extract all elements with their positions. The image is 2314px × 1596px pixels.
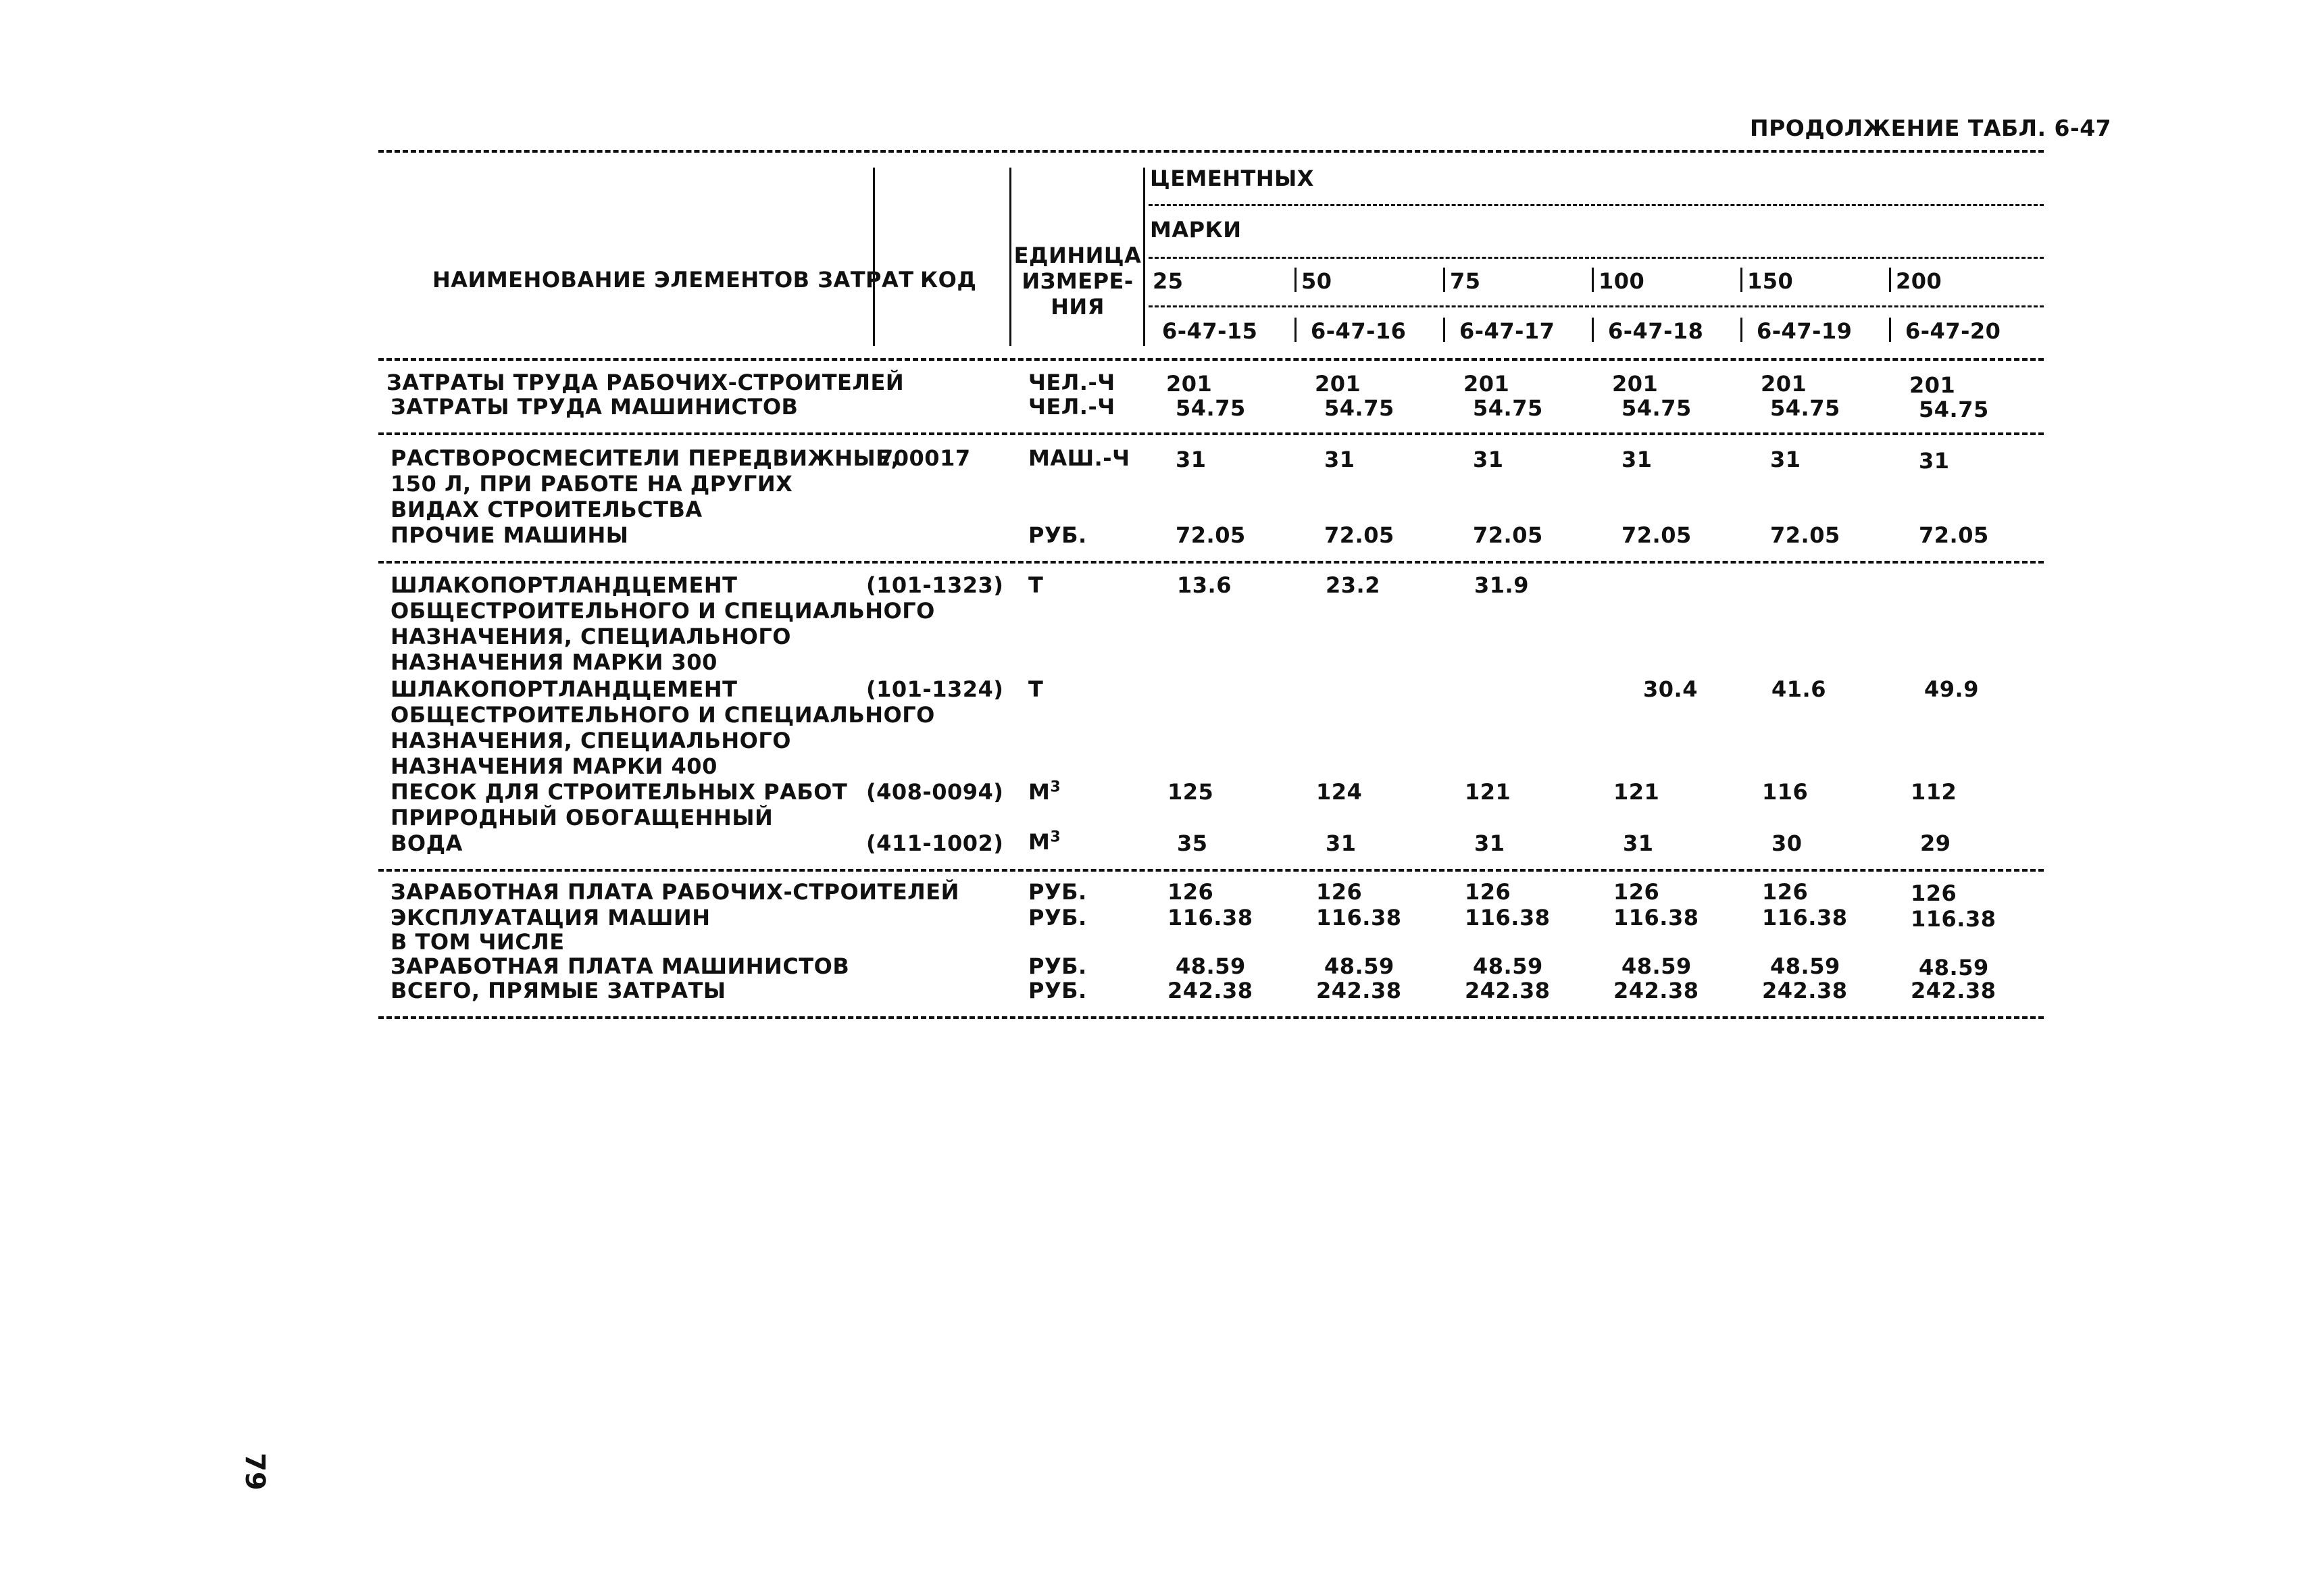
cell-value: 201 (1166, 371, 1213, 397)
row-name: ЭКСПЛУАТАЦИЯ МАШИН (391, 905, 711, 930)
row-unit: ЧЕЛ.-Ч (1028, 370, 1115, 395)
row-name: НАЗНАЧЕНИЯ, СПЕЦИАЛЬНОГО (391, 624, 791, 649)
grade-label: 200 (1896, 268, 1942, 294)
header-code-column: КОД (920, 267, 977, 293)
cell-value: 242.38 (1911, 978, 1996, 1003)
cell-value: 54.75 (1621, 395, 1692, 421)
cell-value: 124 (1316, 779, 1363, 805)
row-code: (411-1002) (866, 830, 1004, 856)
row-unit: РУБ. (1028, 953, 1087, 979)
cell-value: 31 (1326, 830, 1357, 856)
cell-value: 125 (1167, 779, 1214, 805)
norm-code: 6-47-18 (1608, 318, 1704, 344)
norm-code: 6-47-16 (1311, 318, 1407, 344)
code-separator (1889, 318, 1891, 342)
cell-value: 72.05 (1621, 522, 1692, 548)
row-name: В ТОМ ЧИСЛЕ (391, 929, 565, 955)
cell-value: 242.38 (1465, 978, 1551, 1003)
cell-value: 116.38 (1762, 905, 1848, 930)
cell-value: 242.38 (1316, 978, 1402, 1003)
cell-value: 54.75 (1770, 395, 1840, 421)
header-subgroup-grade: МАРКИ (1150, 217, 1242, 243)
cell-value: 72.05 (1473, 522, 1543, 548)
cell-value: 29 (1920, 830, 1951, 856)
cell-value: 242.38 (1613, 978, 1699, 1003)
cell-value: 201 (1463, 371, 1510, 397)
cell-value: 54.75 (1473, 395, 1543, 421)
cell-value: 54.75 (1919, 397, 1989, 422)
row-name: ШЛАКОПОРТЛАНДЦЕМЕНТ (391, 572, 738, 598)
cell-value: 54.75 (1324, 395, 1394, 421)
header-rule (1149, 257, 2044, 259)
cell-value: 126 (1167, 879, 1214, 905)
cell-value: 72.05 (1324, 522, 1394, 548)
grade-label: 100 (1599, 268, 1645, 294)
row-name: ПЕСОК ДЛЯ СТРОИТЕЛЬНЫХ РАБОТ (391, 779, 848, 805)
cell-value: 126 (1465, 879, 1511, 905)
code-separator (1592, 318, 1594, 342)
table-continuation-caption: ПРОДОЛЖЕНИЕ ТАБЛ. 6-47 (1750, 115, 2112, 141)
cell-value: 121 (1465, 779, 1511, 805)
grade-label: 150 (1747, 268, 1794, 294)
cell-value: 13.6 (1177, 572, 1232, 598)
cell-value: 242.38 (1167, 978, 1253, 1003)
cell-value: 72.05 (1770, 522, 1840, 548)
cell-value: 201 (1909, 372, 1956, 398)
header-unit-line3: НИЯ (1051, 294, 1105, 320)
row-name: ОБЩЕСТРОИТЕЛЬНОГО И СПЕЦИАЛЬНОГО (391, 598, 935, 624)
grade-separator (1443, 268, 1445, 292)
header-unit-line2: ИЗМЕРЕ- (1022, 268, 1134, 294)
code-separator (1443, 318, 1445, 342)
row-name: ОБЩЕСТРОИТЕЛЬНОГО И СПЕЦИАЛЬНОГО (391, 702, 935, 728)
section-rule (378, 432, 2044, 435)
header-separator (1143, 168, 1145, 346)
table-top-rule (378, 150, 2044, 153)
cell-value: 31 (1474, 830, 1505, 856)
cell-value: 49.9 (1924, 676, 1979, 702)
grade-separator (1592, 268, 1594, 292)
row-unit: РУБ. (1028, 522, 1087, 548)
cell-value: 31 (1623, 830, 1654, 856)
row-unit: РУБ. (1028, 879, 1087, 905)
row-name: НАЗНАЧЕНИЯ МАРКИ 400 (391, 753, 718, 779)
cell-value: 201 (1761, 371, 1807, 397)
cell-value: 31 (1176, 447, 1207, 472)
cell-value: 41.6 (1771, 676, 1826, 702)
row-unit: РУБ. (1028, 905, 1087, 930)
cell-value: 31.9 (1474, 572, 1529, 598)
cell-value: 48.59 (1770, 953, 1840, 979)
row-name: ЗАРАБОТНАЯ ПЛАТА МАШИНИСТОВ (391, 953, 850, 979)
header-separator (873, 168, 875, 346)
code-separator (1294, 318, 1297, 342)
row-code: (101-1323) (866, 572, 1004, 598)
section-rule (378, 561, 2044, 564)
cell-value: 126 (1613, 879, 1660, 905)
grade-separator (1740, 268, 1742, 292)
cell-value: 31 (1621, 447, 1653, 472)
table-bottom-rule (378, 1016, 2044, 1019)
grade-separator (1889, 268, 1891, 292)
cell-value: 116 (1762, 779, 1809, 805)
row-unit (1028, 780, 1061, 804)
norm-code: 6-47-17 (1459, 318, 1555, 344)
cell-value: 126 (1762, 879, 1809, 905)
page-number: 79 (239, 1453, 270, 1491)
cell-value: 72.05 (1176, 522, 1246, 548)
row-name: ПРОЧИЕ МАШИНЫ (391, 522, 629, 548)
cell-value: 31 (1919, 448, 1950, 474)
grade-separator (1294, 268, 1297, 292)
cell-value: 112 (1911, 779, 1957, 805)
header-unit-line1: ЕДИНИЦА (1013, 243, 1142, 268)
cell-value: 121 (1613, 779, 1660, 805)
unit-superscript: 3 (1050, 828, 1061, 846)
row-name: ВОДА (391, 830, 463, 856)
row-name: ЗАТРАТЫ ТРУДА РАБОЧИХ-СТРОИТЕЛЕЙ (386, 370, 905, 395)
row-name: РАСТВОРОСМЕСИТЕЛИ ПЕРЕДВИЖНЫЕ, (391, 445, 900, 471)
grade-label: 75 (1450, 268, 1481, 294)
row-code: 700017 (878, 445, 971, 471)
cell-value: 201 (1612, 371, 1659, 397)
row-name: ЗАРАБОТНАЯ ПЛАТА РАБОЧИХ-СТРОИТЕЛЕЙ (391, 879, 959, 905)
cell-value: 242.38 (1762, 978, 1848, 1003)
row-unit: МАШ.-Ч (1028, 445, 1130, 471)
cell-value: 116.38 (1316, 905, 1402, 930)
section-rule (378, 869, 2044, 872)
cell-value: 201 (1315, 371, 1361, 397)
header-bottom-rule (378, 358, 2044, 361)
row-unit (1028, 830, 1061, 854)
grade-label: 50 (1301, 268, 1332, 294)
cell-value: 116.38 (1167, 905, 1253, 930)
cell-value: 72.05 (1919, 522, 1989, 548)
row-unit: РУБ. (1028, 978, 1087, 1003)
cell-value: 35 (1177, 830, 1208, 856)
row-name: ПРИРОДНЫЙ ОБОГАЩЕННЫЙ (391, 805, 774, 830)
cell-value: 116.38 (1911, 906, 1996, 932)
cell-value: 31 (1770, 447, 1801, 472)
norm-code: 6-47-19 (1757, 318, 1853, 344)
header-group-cement: ЦЕМЕНТНЫХ (1150, 166, 1314, 191)
header-rule (1149, 204, 2044, 206)
cell-value: 23.2 (1326, 572, 1380, 598)
unit-symbol: М (1028, 829, 1051, 855)
unit-symbol: М (1028, 779, 1051, 805)
row-unit: ЧЕЛ.-Ч (1028, 394, 1115, 420)
row-name: НАЗНАЧЕНИЯ МАРКИ 300 (391, 649, 718, 675)
grade-label: 25 (1153, 268, 1184, 294)
cell-value: 48.59 (1176, 953, 1246, 979)
row-unit: Т (1028, 572, 1044, 598)
cell-value: 116.38 (1465, 905, 1551, 930)
norm-code: 6-47-15 (1162, 318, 1258, 344)
unit-superscript: 3 (1050, 778, 1061, 796)
code-separator (1740, 318, 1742, 342)
cell-value: 54.75 (1176, 395, 1246, 421)
row-name: 150 Л, ПРИ РАБОТЕ НА ДРУГИХ (391, 471, 793, 497)
cell-value: 48.59 (1324, 953, 1394, 979)
cell-value: 48.59 (1621, 953, 1692, 979)
cell-value: 126 (1316, 879, 1363, 905)
cell-value: 31 (1473, 447, 1504, 472)
header-name-column: НАИМЕНОВАНИЕ ЭЛЕМЕНТОВ ЗАТРАТ (432, 267, 914, 293)
row-name: ЗАТРАТЫ ТРУДА МАШИНИСТОВ (391, 394, 799, 420)
row-code: (101-1324) (866, 676, 1004, 702)
cell-value: 48.59 (1919, 955, 1989, 980)
norm-code: 6-47-20 (1905, 318, 2001, 344)
row-name: ВИДАХ СТРОИТЕЛЬСТВА (391, 497, 703, 522)
cell-value: 30 (1771, 830, 1803, 856)
row-name: ШЛАКОПОРТЛАНДЦЕМЕНТ (391, 676, 738, 702)
row-name: ВСЕГО, ПРЯМЫЕ ЗАТРАТЫ (391, 978, 726, 1003)
cell-value: 31 (1324, 447, 1355, 472)
row-name: НАЗНАЧЕНИЯ, СПЕЦИАЛЬНОГО (391, 728, 791, 753)
row-unit: Т (1028, 676, 1044, 702)
row-code: (408-0094) (866, 779, 1004, 805)
cell-value: 30.4 (1643, 676, 1698, 702)
cell-value: 48.59 (1473, 953, 1543, 979)
cell-value: 116.38 (1613, 905, 1699, 930)
header-rule (1149, 305, 2044, 307)
header-separator (1009, 168, 1011, 346)
cell-value: 126 (1911, 880, 1957, 906)
